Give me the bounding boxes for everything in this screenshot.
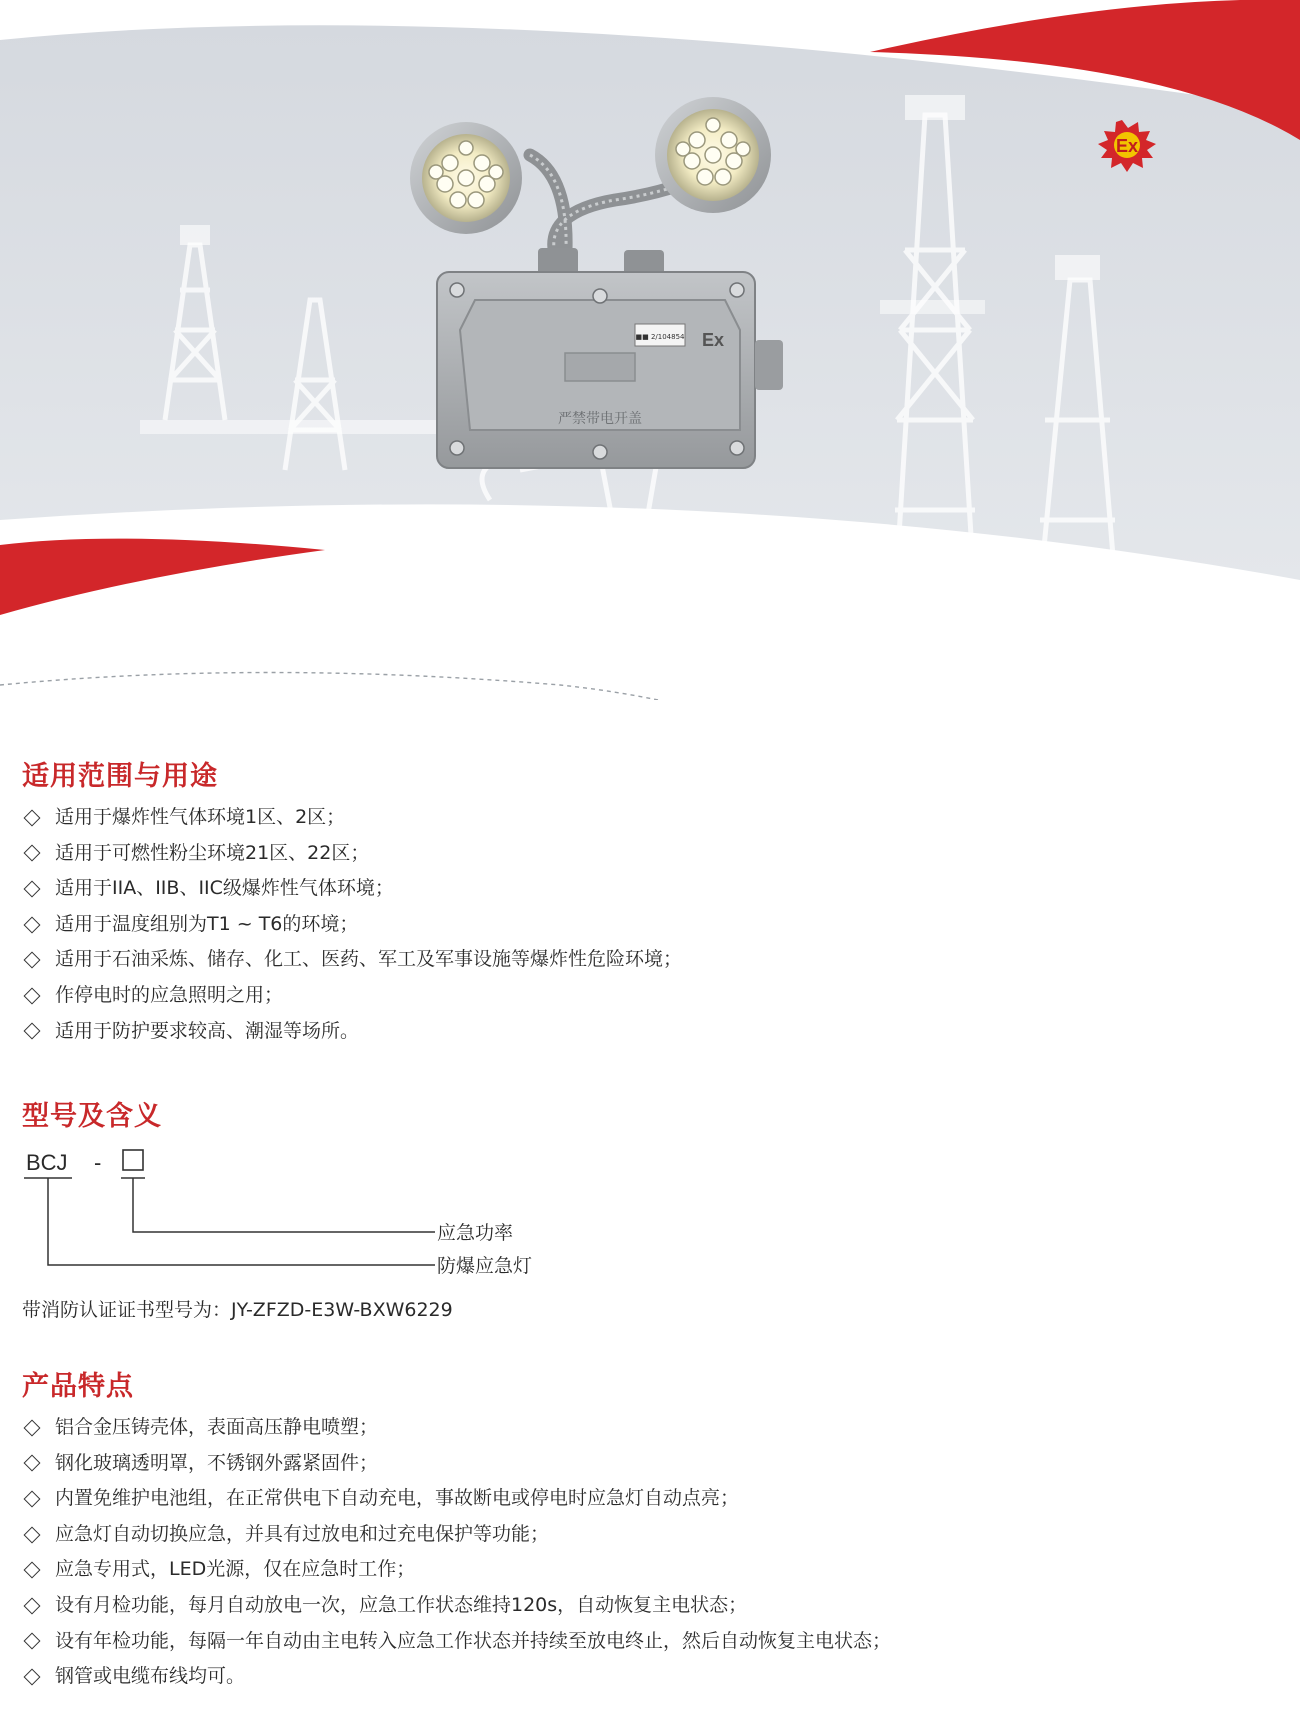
diamond-bullet-icon [24,1490,41,1507]
lamp-head-left [410,122,522,234]
diamond-bullet-icon [24,916,41,933]
diamond-bullet-icon [24,1023,41,1040]
diamond-bullet-icon [24,809,41,826]
model-dash: - [94,1150,102,1175]
dashed-divider [0,673,1300,701]
diamond-bullet-icon [24,1455,41,1472]
svg-text:■■ 2/104854: ■■ 2/104854 [635,333,685,341]
list-item: 铝合金压铸壳体，表面高压静电喷塑； [22,1410,891,1446]
list-item: 内置免维护电池组，在正常供电下自动充电，事故断电或停电时应急灯自动点亮； [22,1481,891,1517]
list-item: 应急灯自动切换应急，并具有过放电和过充电保护等功能； [22,1517,891,1553]
diamond-bullet-icon [24,880,41,897]
model-title: 型号及含义 [22,1101,162,1132]
list-item: 适用于石油采炼、储存、化工、医药、军工及军事设施等爆炸性危险环境； [22,942,682,978]
lamp-head-right [655,97,771,213]
certificate-line: 带消防认证证书型号为：JY-ZFZD-E3W-BXW6229 [22,1299,453,1321]
list-item: 适用于可燃性粉尘环境21区、22区； [22,836,682,872]
list-item: 作停电时的应急照明之用； [22,978,682,1014]
enclosure-box [437,272,783,468]
model-power-box [123,1150,143,1170]
list-item: 设有月检功能，每月自动放电一次，应急工作状态维持120s，自动恢复主电状态； [22,1588,891,1624]
hero-banner [0,0,1300,700]
list-item: 钢化玻璃透明罩，不锈钢外露紧固件； [22,1446,891,1482]
list-item: 应急专用式，LED光源，仅在应急时工作； [22,1552,891,1588]
list-item: 钢管或电缆布线均可。 [22,1659,891,1695]
scope-section [22,760,682,1049]
diamond-bullet-icon [24,987,41,1004]
features-section [22,1370,891,1695]
features-list [22,1410,891,1695]
model-section [22,1100,162,1134]
diamond-bullet-icon [24,1668,41,1685]
diamond-bullet-icon [24,1526,41,1543]
list-item: 适用于爆炸性气体环境1区、2区； [22,800,682,836]
diamond-bullet-icon [24,1562,41,1579]
list-item: 设有年检功能，每隔一年自动由主电转入应急工作状态并持续至放电终止，然后自动恢复主电状态； [22,1624,891,1660]
diamond-bullet-icon [24,1597,41,1614]
diamond-bullet-icon [24,845,41,862]
model-power-label: 应急功率 [437,1222,514,1244]
scope-title: 适用范围与用途 [22,761,218,792]
list-item: 适用于IIA、IIB、IIC级爆炸性气体环境； [22,871,682,907]
model-type-label: 防爆应急灯 [437,1255,533,1277]
features-title: 产品特点 [22,1371,134,1402]
diamond-bullet-icon [24,1419,41,1436]
svg-text:Ex: Ex [1115,136,1139,156]
diamond-bullet-icon [24,1633,41,1650]
scope-list [22,800,682,1049]
red-swoosh-left [0,539,325,615]
model-code: BCJ [26,1150,68,1175]
svg-text:Ex: Ex [702,330,725,350]
list-item: 适用于温度组别为T1 ~ T6的环境； [22,907,682,943]
model-code-diagram [20,1140,580,1280]
diamond-bullet-icon [24,952,41,969]
svg-text:严禁带电开盖: 严禁带电开盖 [558,411,642,427]
list-item: 适用于防护要求较高、潮湿等场所。 [22,1014,682,1050]
